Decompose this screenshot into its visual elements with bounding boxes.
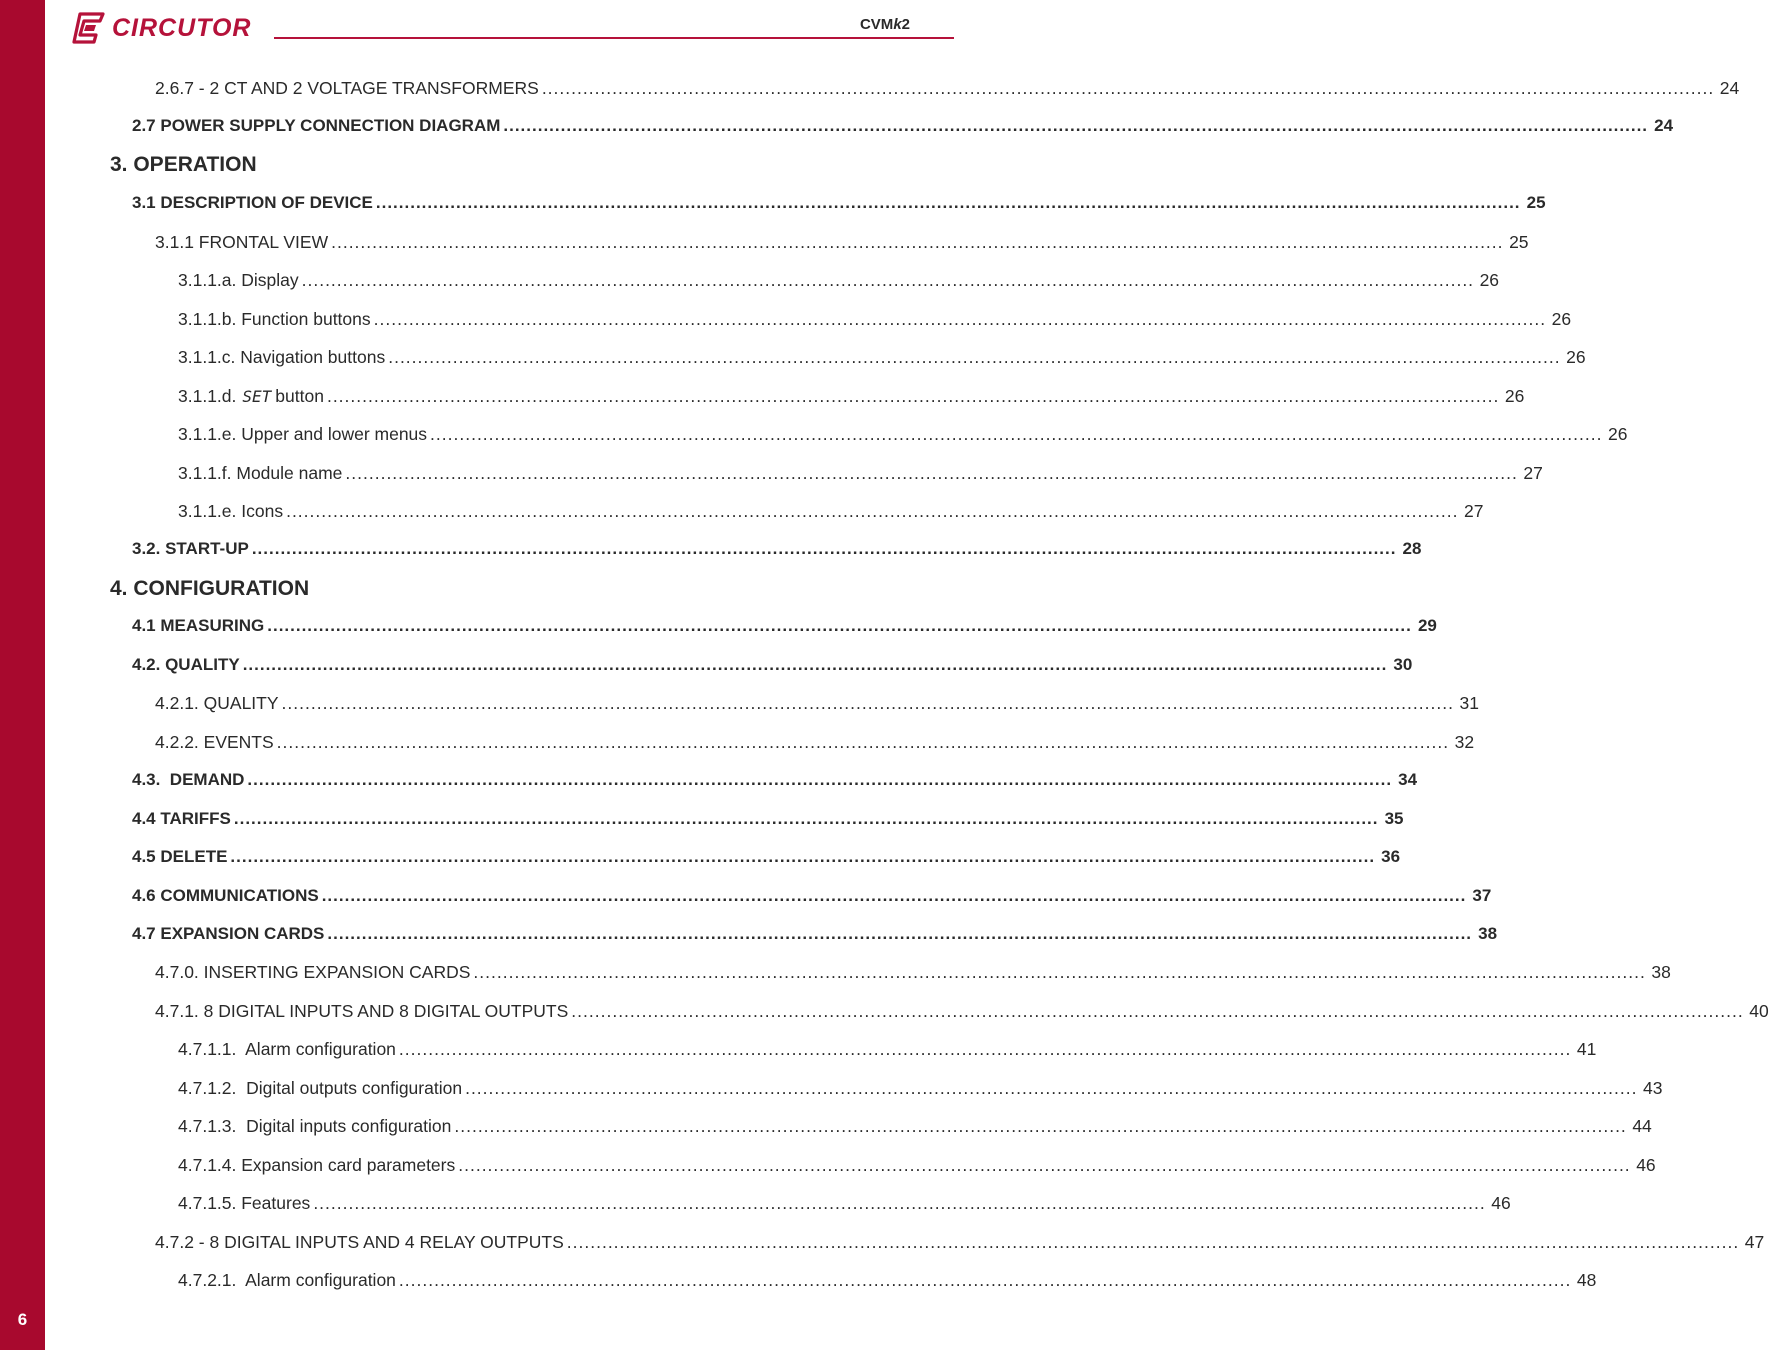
dot-leader: ........................................................................................................................................................................................................ — [541, 78, 1715, 98]
toc-page-number: 24 — [1654, 116, 1674, 135]
toc-entry[interactable] — [132, 770, 1418, 792]
toc-page-number: 24 — [1719, 78, 1740, 98]
toc-page-number: 44 — [1632, 1116, 1652, 1136]
toc-page-number: 26 — [1479, 270, 1500, 290]
toc-entry[interactable] — [178, 1270, 1597, 1292]
toc-page-number: 48 — [1576, 1270, 1597, 1290]
toc-entry-title: 3.1.1.a. Display — [178, 270, 299, 290]
dot-leader: ........................................................................................................................................................................................................ — [233, 809, 1379, 828]
toc-entry-title: 4.5 DELETE — [132, 847, 228, 866]
dot-leader: ........................................................................................................................................................................................................ — [465, 1078, 1638, 1098]
toc-entry-title: 3.1.1.d. — [178, 386, 237, 406]
toc-entry[interactable] — [178, 347, 1586, 369]
toc-entry[interactable] — [132, 847, 1401, 869]
toc-entry[interactable] — [178, 309, 1572, 331]
toc-entry[interactable] — [178, 1039, 1597, 1061]
dot-leader: ........................................................................................................................................................................................................ — [398, 1039, 1572, 1059]
dot-leader: ........................................................................................................................................................................................................ — [345, 463, 1518, 483]
toc-entry[interactable] — [155, 693, 1479, 715]
dot-leader: ........................................................................................................................................................................................................ — [321, 886, 1467, 905]
toc-page-number: 43 — [1643, 1078, 1663, 1098]
dot-leader: ........................................................................................................................................................................................................ — [230, 847, 1376, 866]
toc-entry-title: 4.7.2 - 8 DIGITAL INPUTS AND 4 RELAY OUTPUTS — [155, 1232, 564, 1252]
toc-entry-title: 4. CONFIGURATION — [110, 577, 310, 600]
toc-entry-title: 3.1.1 FRONTAL VIEW — [155, 232, 329, 252]
toc-entry[interactable] — [132, 809, 1404, 831]
toc-entry-title: 4.7.1.3. Digital inputs configuration — [178, 1116, 452, 1136]
toc-entry-title: 3.1.1.b. Function buttons — [178, 309, 371, 329]
dot-leader: ........................................................................................................................................................................................................ — [398, 1270, 1572, 1290]
dot-leader: ........................................................................................................................................................................................................ — [247, 770, 1393, 789]
toc-entry[interactable] — [132, 539, 1422, 561]
toc-entry-title: 4.2. QUALITY — [132, 655, 240, 674]
toc-page-number: 41 — [1576, 1039, 1597, 1059]
toc-entry[interactable] — [155, 1001, 1769, 1023]
toc-entry[interactable] — [155, 1232, 1765, 1254]
toc-entry[interactable] — [155, 232, 1529, 254]
toc-entry-title: 4.7.1. 8 DIGITAL INPUTS AND 8 DIGITAL OUTPUTS — [155, 1001, 569, 1021]
toc-entry[interactable] — [178, 424, 1628, 446]
toc-entry-title: 4.3. DEMAND — [132, 770, 245, 789]
dot-leader: ........................................................................................................................................................................................................ — [375, 193, 1521, 212]
toc-entry-title: 3.1.1.f. Module name — [178, 463, 343, 483]
toc-entry[interactable] — [178, 1078, 1663, 1100]
toc-entry[interactable] — [178, 1116, 1652, 1138]
dot-leader: ........................................................................................................................................................................................................ — [373, 309, 1547, 329]
toc-entry[interactable] — [178, 463, 1543, 485]
toc-entry-title: 2.7 POWER SUPPLY CONNECTION DIAGRAM — [132, 116, 501, 135]
toc-entry-title: 4.2.2. EVENTS — [155, 732, 274, 752]
toc-entry-title: 3. OPERATION — [110, 153, 257, 176]
toc-page-number: 35 — [1384, 809, 1404, 828]
toc-entry[interactable] — [132, 655, 1413, 677]
toc-entry[interactable] — [155, 732, 1475, 754]
toc-entry-title: 4.7.1.5. Features — [178, 1193, 311, 1213]
toc-page-number: 25 — [1526, 193, 1546, 212]
toc-page-number: 46 — [1636, 1155, 1656, 1175]
toc-entry-title: 3.1.1.e. Icons — [178, 501, 284, 521]
brand-name: CIRCUTOR — [112, 13, 252, 42]
dot-leader: ........................................................................................................................................................................................................ — [276, 732, 1450, 752]
dot-leader: ........................................................................................................................................................................................................ — [388, 347, 1561, 367]
dot-leader: ........................................................................................................................................................................................................ — [566, 1232, 1740, 1252]
toc-entry[interactable] — [132, 193, 1546, 215]
toc-entry-title: 4.7.1.2. Digital outputs configuration — [178, 1078, 463, 1098]
dot-leader: ........................................................................................................................................................................................................ — [331, 232, 1504, 252]
toc-entry-title: 3.2. START-UP — [132, 539, 249, 558]
toc-entry-title: 2.6.7 - 2 CT AND 2 VOLTAGE TRANSFORMERS — [155, 78, 539, 98]
toc-page-number: 26 — [1504, 386, 1525, 406]
toc-chapter-heading — [110, 153, 257, 175]
toc-page-number: 26 — [1566, 347, 1586, 367]
toc-entry-title-suffix: button — [275, 386, 324, 406]
toc-page-number: 30 — [1393, 655, 1413, 674]
toc-entry-title: 4.1 MEASURING — [132, 616, 265, 635]
toc-page-number: 26 — [1551, 309, 1572, 329]
toc-page-number: 29 — [1417, 616, 1437, 635]
toc-entry[interactable] — [132, 116, 1674, 138]
toc-entry[interactable] — [178, 1193, 1511, 1215]
toc-page-number: 27 — [1523, 463, 1543, 483]
dot-leader: ........................................................................................................................................................................................................ — [571, 1001, 1744, 1021]
page-number: 6 — [17, 1310, 28, 1329]
dot-leader: ........................................................................................................................................................................................................ — [286, 501, 1459, 521]
dot-leader: ........................................................................................................................................................................................................ — [326, 386, 1500, 406]
toc-page-number: 46 — [1491, 1193, 1511, 1213]
toc-entry[interactable] — [178, 386, 1525, 408]
toc-entry-title: 3.1.1.c. Navigation buttons — [178, 347, 386, 367]
toc-page-number: 34 — [1398, 770, 1418, 789]
dot-leader: ........................................................................................................................................................................................................ — [503, 116, 1649, 135]
dot-leader: ........................................................................................................................................................................................................ — [267, 616, 1412, 635]
toc-page-number: 38 — [1478, 924, 1498, 943]
toc-entry-title: 4.2.1. QUALITY — [155, 693, 279, 713]
toc-entry[interactable] — [132, 886, 1492, 908]
toc-entry-title: 4.7.1.1. Alarm configuration — [178, 1039, 396, 1059]
toc-page-number: 47 — [1744, 1232, 1765, 1252]
toc-entry-title: 3.1 DESCRIPTION OF DEVICE — [132, 193, 373, 212]
toc-entry-title: 4.7 EXPANSION CARDS — [132, 924, 325, 943]
toc-page-number: 37 — [1472, 886, 1492, 905]
dot-leader: ........................................................................................................................................................................................................ — [281, 693, 1454, 713]
toc-entry[interactable] — [132, 616, 1437, 638]
toc-entry[interactable] — [132, 924, 1498, 946]
toc-page-number: 36 — [1381, 847, 1401, 866]
dot-leader: ........................................................................................................................................................................................................ — [430, 424, 1603, 444]
toc-entry[interactable] — [178, 1155, 1656, 1177]
toc-entry-title: 4.7.1.4. Expansion card parameters — [178, 1155, 456, 1175]
toc-entry[interactable] — [178, 501, 1484, 523]
dot-leader: ........................................................................................................................................................................................................ — [242, 655, 1388, 674]
dot-leader: ........................................................................................................................................................................................................ — [454, 1116, 1627, 1136]
dot-leader: ........................................................................................................................................................................................................ — [473, 962, 1646, 982]
set-button-icon: SET — [242, 387, 272, 406]
dot-leader: ........................................................................................................................................................................................................ — [327, 924, 1473, 943]
toc-entry-title: 4.6 COMMUNICATIONS — [132, 886, 319, 905]
toc-page-number: 32 — [1454, 732, 1475, 752]
toc-chapter-heading — [110, 577, 309, 599]
toc-page-number: 28 — [1402, 539, 1422, 558]
toc-entry[interactable] — [155, 78, 1740, 100]
toc-entry-title: 4.4 TARIFFS — [132, 809, 231, 828]
toc-page-number: 27 — [1464, 501, 1484, 521]
toc-page-number: 26 — [1608, 424, 1628, 444]
product-code: CVMk2 — [859, 16, 910, 33]
dot-leader: ........................................................................................................................................................................................................ — [301, 270, 1475, 290]
toc-page-number: 25 — [1509, 232, 1529, 252]
toc-page-number: 31 — [1459, 693, 1479, 713]
toc-entry[interactable] — [155, 962, 1671, 984]
toc-page-number: 40 — [1749, 1001, 1769, 1021]
dot-leader: ........................................................................................................................................................................................................ — [458, 1155, 1631, 1175]
toc-entry-title: 4.7.0. INSERTING EXPANSION CARDS — [155, 962, 471, 982]
dot-leader: ........................................................................................................................................................................................................ — [251, 539, 1397, 558]
toc-entry-title: 3.1.1.e. Upper and lower menus — [178, 424, 428, 444]
dot-leader: ........................................................................................................................................................................................................ — [313, 1193, 1486, 1213]
toc-entry[interactable] — [178, 270, 1500, 292]
toc-entry-title: 4.7.2.1. Alarm configuration — [178, 1270, 396, 1290]
toc-page-number: 38 — [1651, 962, 1671, 982]
